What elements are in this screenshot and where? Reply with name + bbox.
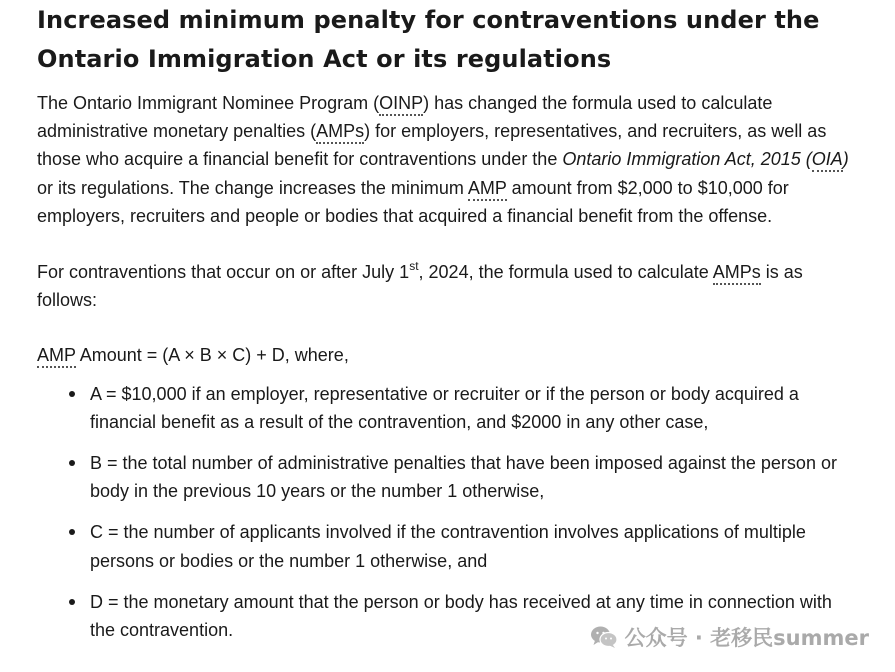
abbr-oia[interactable]: OIA	[812, 149, 843, 172]
abbr-amps[interactable]: AMPs	[713, 262, 761, 285]
formula	[37, 341, 867, 369]
ordinal-suffix: st	[409, 259, 419, 274]
watermark	[590, 622, 869, 652]
formula-intro-paragraph	[37, 258, 867, 314]
wechat-icon	[590, 625, 618, 649]
formula-intro-text-2: , 2024, the formula used to calculate	[418, 262, 713, 283]
article	[37, 0, 867, 657]
list-item: B = the total number of administrative penalties that have been imposed against the person or body in the previous 10 years or the number 1 otherwise,	[90, 449, 850, 505]
list-item: A = $10,000 if an employer, representative or recruiter or if the person or body acquired a financial benefit as a result of the contravention, and $2000 in any other case,	[90, 380, 850, 436]
list-item: C = the number of applicants involved if the contravention involves applications of multiple persons or bodies or the number 1 otherwise, and	[90, 518, 850, 574]
intro-text-3: ) for employers, representatives, and recruiters, as well as those who acquire a financial benefit for contraventions under the	[37, 121, 827, 170]
abbr-oinp[interactable]: OINP	[379, 93, 423, 116]
act-name	[562, 149, 848, 172]
intro-text-5: amount from $2,000 to $10,000 for employers, recruiters and people or bodies that acquired a financial benefit from the offense.	[37, 177, 789, 226]
intro-text-1: The Ontario Immigrant Nominee Program (	[37, 93, 380, 113]
abbr-amp[interactable]: AMP	[37, 345, 76, 368]
formula-intro-text-1: For contraventions that occur on or after July 1	[37, 262, 410, 283]
act-name-text: Ontario Immigration Act, 2015 (	[562, 149, 812, 170]
intro-paragraph	[37, 89, 867, 230]
formula-text: Amount = (A × B × C) + D, where,	[75, 345, 349, 366]
abbr-amps[interactable]: AMPs	[316, 121, 364, 144]
act-name-close: )	[842, 149, 849, 170]
formula-variable-list	[37, 380, 867, 645]
intro-text-4: or its regulations. The change increases the minimum	[37, 177, 468, 198]
watermark-text: 公众号 · 老移民summer	[624, 626, 869, 650]
page-title: Increased minimum penalty for contraventions under the Ontario Immigration Act or its regulations	[37, 6, 820, 73]
abbr-amp[interactable]: AMP	[468, 178, 507, 201]
intro-text-2: ) has changed the formula used to calculate administrative monetary penalties (	[37, 93, 773, 142]
formula-intro-text-3: is as follows:	[37, 262, 803, 311]
list-item: D = the monetary amount that the person or body has received at any time in connection with the contravention.	[90, 588, 850, 644]
